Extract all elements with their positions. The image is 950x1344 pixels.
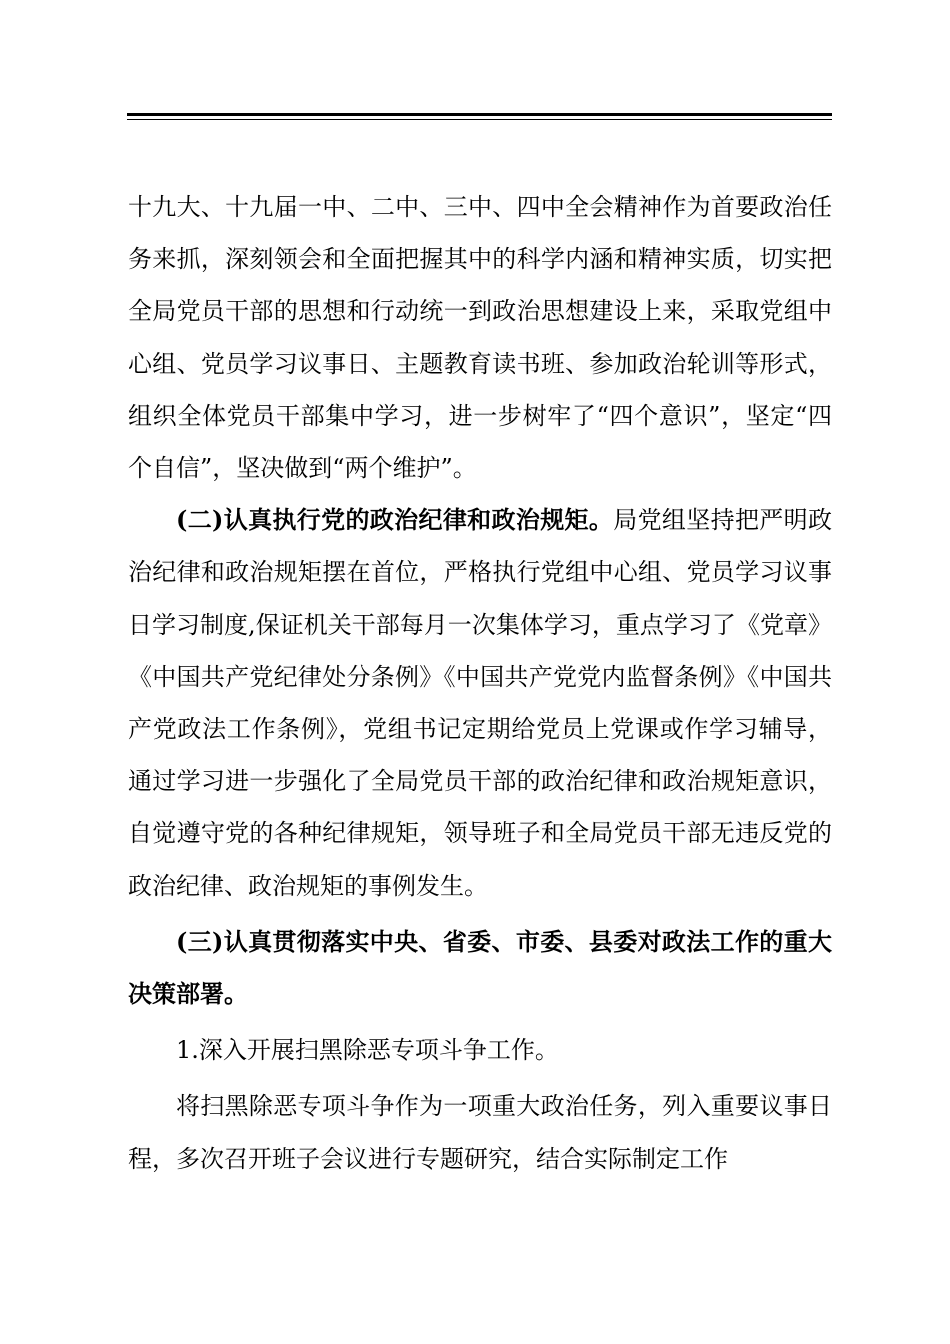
- section-2-body: 局党组坚持把严明政治纪律和政治规矩摆在首位，严格执行党组中心组、党员学习议事日学习制度,保证机关干部每月一次集体学习，重点学习了《党章》《中国共产党纪律处分条例》《中国共产党党内监督条例》《中国共产党政法工作条例》，党组书记定期给党员上党课或作学习辅导，通过学习进一步强化了全局党员干部的政治纪律和政治规矩意识，自觉遵守党的各种纪律规矩，领导班子和全局党员干部无违反党的政治纪律、政治规矩的事例发生。: [128, 506, 832, 900]
- section-heading-2: (二)认真执行党的政治纪律和政治规矩。: [176, 505, 614, 535]
- header-rule-thin-line: [127, 119, 832, 120]
- section-heading-3: (三)认真贯彻落实中央、省委、市委、县委对政法工作的重大决策部署。: [128, 926, 832, 1009]
- document-body: [128, 181, 832, 1185]
- paragraph-political-discipline: [128, 494, 832, 912]
- subsection-heading-1: 1.深入开展扫黑除恶专项斗争工作。: [176, 1036, 559, 1065]
- paragraph-political-study: 十九大、十九届一中、二中、三中、四中全会精神作为首要政治任务来抓，深刻领会和全面把握其中的科学内涵和精神实质，切实把全局党员干部的思想和行动统一到政治思想建设上来，采取党组中心组、党员学习议事日、主题教育读书班、参加政治轮训等形式，组织全体党员干部集中学习，进一步树牢了“四个意识”，坚定“四个自信”，坚决做到“两个维护”。: [128, 193, 832, 483]
- header-double-rule: [127, 113, 832, 121]
- paragraph-anti-crime-campaign: 将扫黑除恶专项斗争作为一项重大政治任务，列入重要议事日程，多次召开班子会议进行专题研究，结合实际制定工作: [128, 1092, 832, 1173]
- header-rule-thick-line: [127, 113, 832, 116]
